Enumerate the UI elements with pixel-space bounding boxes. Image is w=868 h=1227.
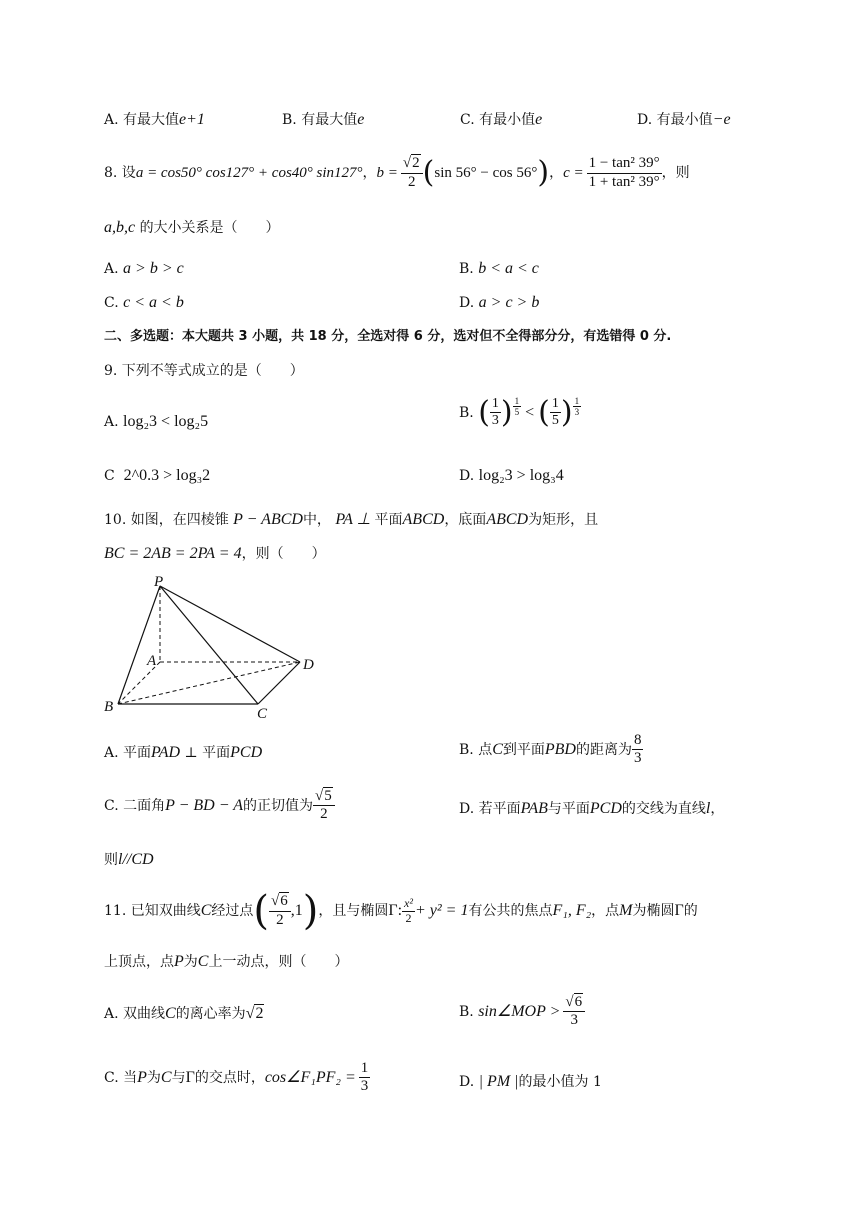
stem-tail: ，则 <box>661 165 690 181</box>
label-p: P <box>154 574 164 590</box>
pyramid-figure <box>96 572 328 722</box>
expr: P <box>137 1068 147 1086</box>
expr: F₁, F₂ <box>552 902 592 919</box>
option-text: 的正切值为 <box>243 797 314 814</box>
comma: ， <box>549 165 564 181</box>
denominator: 3 <box>570 1012 578 1029</box>
option-expr: c < a < b <box>123 294 184 311</box>
q10-option-c <box>104 788 335 824</box>
expr-c-fraction <box>587 155 662 191</box>
radicand: 2 <box>412 155 420 172</box>
q9-option-c <box>104 468 210 484</box>
fraction <box>402 897 415 926</box>
edge-pb <box>118 586 160 704</box>
q11-stem-line2 <box>104 954 348 970</box>
option-label: B. <box>459 261 474 277</box>
expr-c-lhs: c = <box>563 164 584 181</box>
expr: Γ <box>185 1068 195 1086</box>
option-label: D. 有最小值 <box>637 112 713 128</box>
expr: PAD <box>151 744 181 761</box>
option-label: D. <box>459 295 475 311</box>
edge-pc <box>160 586 258 704</box>
option-label: A. <box>104 261 119 277</box>
stem-text: ，底面 <box>444 512 487 528</box>
stem-text: 为矩形，且 <box>528 512 599 528</box>
expr-b-paren: sin 56° − cos 56° <box>434 164 538 181</box>
option-text: 到平面 <box>502 741 545 758</box>
stem-text: 10. 如图，在四棱锥 <box>104 512 229 528</box>
expr: ABCD <box>402 511 445 528</box>
stem-text: 的大小关系是（ ） <box>139 220 280 236</box>
option-text: 与平面 <box>547 801 590 817</box>
expr: C <box>160 1068 172 1086</box>
q9-option-d <box>459 468 564 484</box>
stem-text: 上顶点，点 <box>104 954 174 970</box>
expr: C <box>492 740 503 758</box>
q8-option-b <box>459 261 539 277</box>
expr: | PM | <box>478 1073 519 1090</box>
expr: PCD <box>230 744 263 761</box>
label-a: A <box>147 653 157 669</box>
expr: PBD <box>544 740 576 758</box>
stem-text: ，点 <box>591 903 620 919</box>
expr: + y² = 1 <box>414 902 469 919</box>
option-expr: e <box>535 111 543 128</box>
option-expr: log₂3 < log₂5 <box>123 413 209 430</box>
option-text: ⊥ 平面 <box>180 745 231 761</box>
q11-stem-line1: 11. 已知双曲线 C 经过点 ( $\frac{√6}{2}$ ,1 ) ，且与椭圆 Γ: $\frac{\text{x²}}{2}$ + y² = 1 有公共的焦点 F₁, F₂ ，点 M 为椭圆 Γ 的 <box>104 888 698 934</box>
option-text: 的交线为直线 <box>621 801 706 817</box>
q7-option-a <box>104 112 205 128</box>
q10-option-b <box>459 732 643 768</box>
stem-text: 为 <box>183 954 198 970</box>
stem-text: 的 <box>683 903 698 919</box>
edge-bd <box>118 662 300 704</box>
denominator: 2 <box>320 806 328 823</box>
q11-option-a: A. 双曲线C的离心率为√2 <box>104 1005 264 1022</box>
expr: Γ <box>674 902 684 919</box>
q7-option-b <box>282 112 364 128</box>
option-text: 为 <box>146 1069 161 1086</box>
radicand: 6 <box>574 994 583 1010</box>
option-expr: log₂3 > log₃4 <box>478 467 564 484</box>
stem-text: 11. 已知双曲线 <box>104 903 201 919</box>
q11-option-c <box>104 1060 370 1096</box>
radicand: 2 <box>255 1005 264 1022</box>
section-heading: 二、多选题：本大题共 3 小题，共 18 分，全选对得 6 分，选对但不全得部分分，有选错得 0 分. <box>104 329 672 344</box>
option-text: C. 当 <box>104 1069 138 1086</box>
expr: C <box>200 902 212 919</box>
stem-text: ，则（ ） <box>241 546 326 562</box>
comma: ， <box>362 165 377 181</box>
expr: PCD <box>589 800 622 817</box>
q7-option-c <box>460 112 542 128</box>
option-label: B. 有最大值 <box>282 112 358 128</box>
numerator: x² <box>404 895 413 910</box>
q8-option-d <box>459 295 539 311</box>
option-text: ， <box>710 801 725 817</box>
label-b: B <box>104 699 114 715</box>
option-expr: a > c > b <box>478 294 540 311</box>
q9-option-b: B. ( $\frac{1}{3}$ ) $\frac{1}{5}$ < ( $\frac{1}{5}$ ) $\frac{1}{3}$ <box>459 394 580 430</box>
q11-option-b <box>459 994 585 1030</box>
expr: Γ: <box>388 902 403 919</box>
option-text: 的距离为 <box>575 741 632 758</box>
option-label: C. <box>104 295 119 311</box>
option-expr: e+1 <box>179 111 205 128</box>
vars: a,b,c <box>104 219 136 236</box>
expr: PAB <box>520 800 548 817</box>
stem-text: ，且与椭圆 <box>318 903 389 919</box>
q8-stem-line2 <box>104 220 280 236</box>
pyramid-name: P − ABCD <box>233 511 303 528</box>
q8-option-a <box>104 261 184 277</box>
option-text: A. 双曲线 <box>104 1006 166 1022</box>
stem-text: 平面 <box>374 512 403 528</box>
q7-option-d <box>637 112 731 128</box>
label-c: C <box>257 706 268 722</box>
q10-option-a <box>104 745 262 761</box>
stem-text: 上一动点，则（ ） <box>208 954 349 970</box>
option-text: 的交点时， <box>194 1069 265 1086</box>
expr: PA ⊥ <box>335 511 375 528</box>
option-text: 的离心率为 <box>175 1006 246 1022</box>
fraction <box>359 1060 371 1096</box>
numerator: 8 <box>632 732 644 750</box>
expr-b-lhs: b = <box>376 164 398 181</box>
fraction: $\frac{√5}{2}$ <box>313 788 335 824</box>
option-text: A. 平面 <box>104 745 152 761</box>
option-label: A. <box>104 414 119 430</box>
option-label: A. 有最大值 <box>104 112 180 128</box>
option-label: B. <box>459 1003 474 1020</box>
numerator: 1 <box>359 1060 371 1078</box>
option-text: C. 二面角 <box>104 797 166 814</box>
denominator: 3 <box>633 750 642 767</box>
stem-text: 为椭圆 <box>632 903 675 919</box>
option-label: C <box>104 468 115 484</box>
edge-cd <box>258 662 300 704</box>
option-text: B. 点 <box>459 741 493 758</box>
q8-stem-line1: 8. 设 a = cos50° cos127° + cos40° sin127° ， b = $\frac{√2}{2}$ ( sin 56° − cos 56° ) ， c = $\frac{\text{1 − tan² 39°}}{\text{1 + tan² 39°}}$ ，则 <box>104 155 690 190</box>
q10-stem-line1 <box>104 512 598 528</box>
expr: BC = 2AB = 2PA = 4 <box>104 545 242 562</box>
fraction <box>632 732 644 768</box>
question-number: 8. 设 <box>104 165 136 181</box>
q10-stem-line2 <box>104 546 326 562</box>
denominator: 2 <box>276 911 284 928</box>
expr: ABCD <box>486 511 529 528</box>
denominator: 1 + tan² 39° <box>588 173 660 190</box>
option-expr: 2^0.3 > log₃2 <box>123 467 211 484</box>
edge-pd <box>160 586 300 662</box>
denominator: 2 <box>405 910 412 925</box>
numerator: 1 − tan² 39° <box>587 155 662 173</box>
expr: C <box>165 1005 176 1022</box>
option-expr: −e <box>712 111 731 128</box>
option-label: D. <box>459 468 475 484</box>
expr: P − BD − A <box>165 796 244 814</box>
expr: sin∠MOP > <box>478 1002 561 1020</box>
radicand: 6 <box>280 893 288 910</box>
fraction: $\frac{√6}{2}$ <box>269 893 291 929</box>
sqrt2-over-2: $\frac{√2}{2}$ <box>401 155 423 191</box>
expr: P <box>174 953 184 970</box>
q9-option-a <box>104 414 208 430</box>
expr-a: a = cos50° cos127° + cos40° sin127° <box>135 164 363 181</box>
stem-text: 经过点 <box>211 903 254 919</box>
q8-option-c <box>104 295 184 311</box>
label-d: D <box>303 657 314 673</box>
option-text: D. 若平面 <box>459 801 521 817</box>
stem-text: 有公共的焦点 <box>468 903 553 919</box>
expr: ,1 <box>290 902 303 919</box>
expr: l <box>705 800 711 817</box>
expr: C <box>197 953 209 970</box>
option-text: 的最小值为 1 <box>518 1074 602 1090</box>
stem-text: 中， <box>302 512 331 528</box>
option-text: 与 <box>171 1069 186 1086</box>
denominator: 3 <box>360 1078 369 1095</box>
expr: l//CD <box>118 851 154 868</box>
radicand: 5 <box>324 788 332 804</box>
option-label: D. <box>459 1074 475 1090</box>
q10-option-d <box>459 801 724 817</box>
expr: M <box>619 902 633 919</box>
expr: cos∠F₁PF₂ = <box>264 1068 356 1086</box>
denominator: 2 <box>408 173 416 190</box>
option-label: C. 有最小值 <box>460 112 536 128</box>
option-expr: b < a < c <box>478 260 539 277</box>
q9-stem: 9. 下列不等式成立的是（ ） <box>104 363 304 379</box>
option-expr: a > b > c <box>123 260 184 277</box>
fraction: $\frac{√6}{3}$ <box>563 994 585 1030</box>
option-expr: e <box>357 111 365 128</box>
option-text: 则 <box>104 852 118 868</box>
option-label: B. <box>459 404 474 421</box>
q10-option-d-line2 <box>104 852 154 868</box>
q11-option-d <box>459 1074 602 1090</box>
